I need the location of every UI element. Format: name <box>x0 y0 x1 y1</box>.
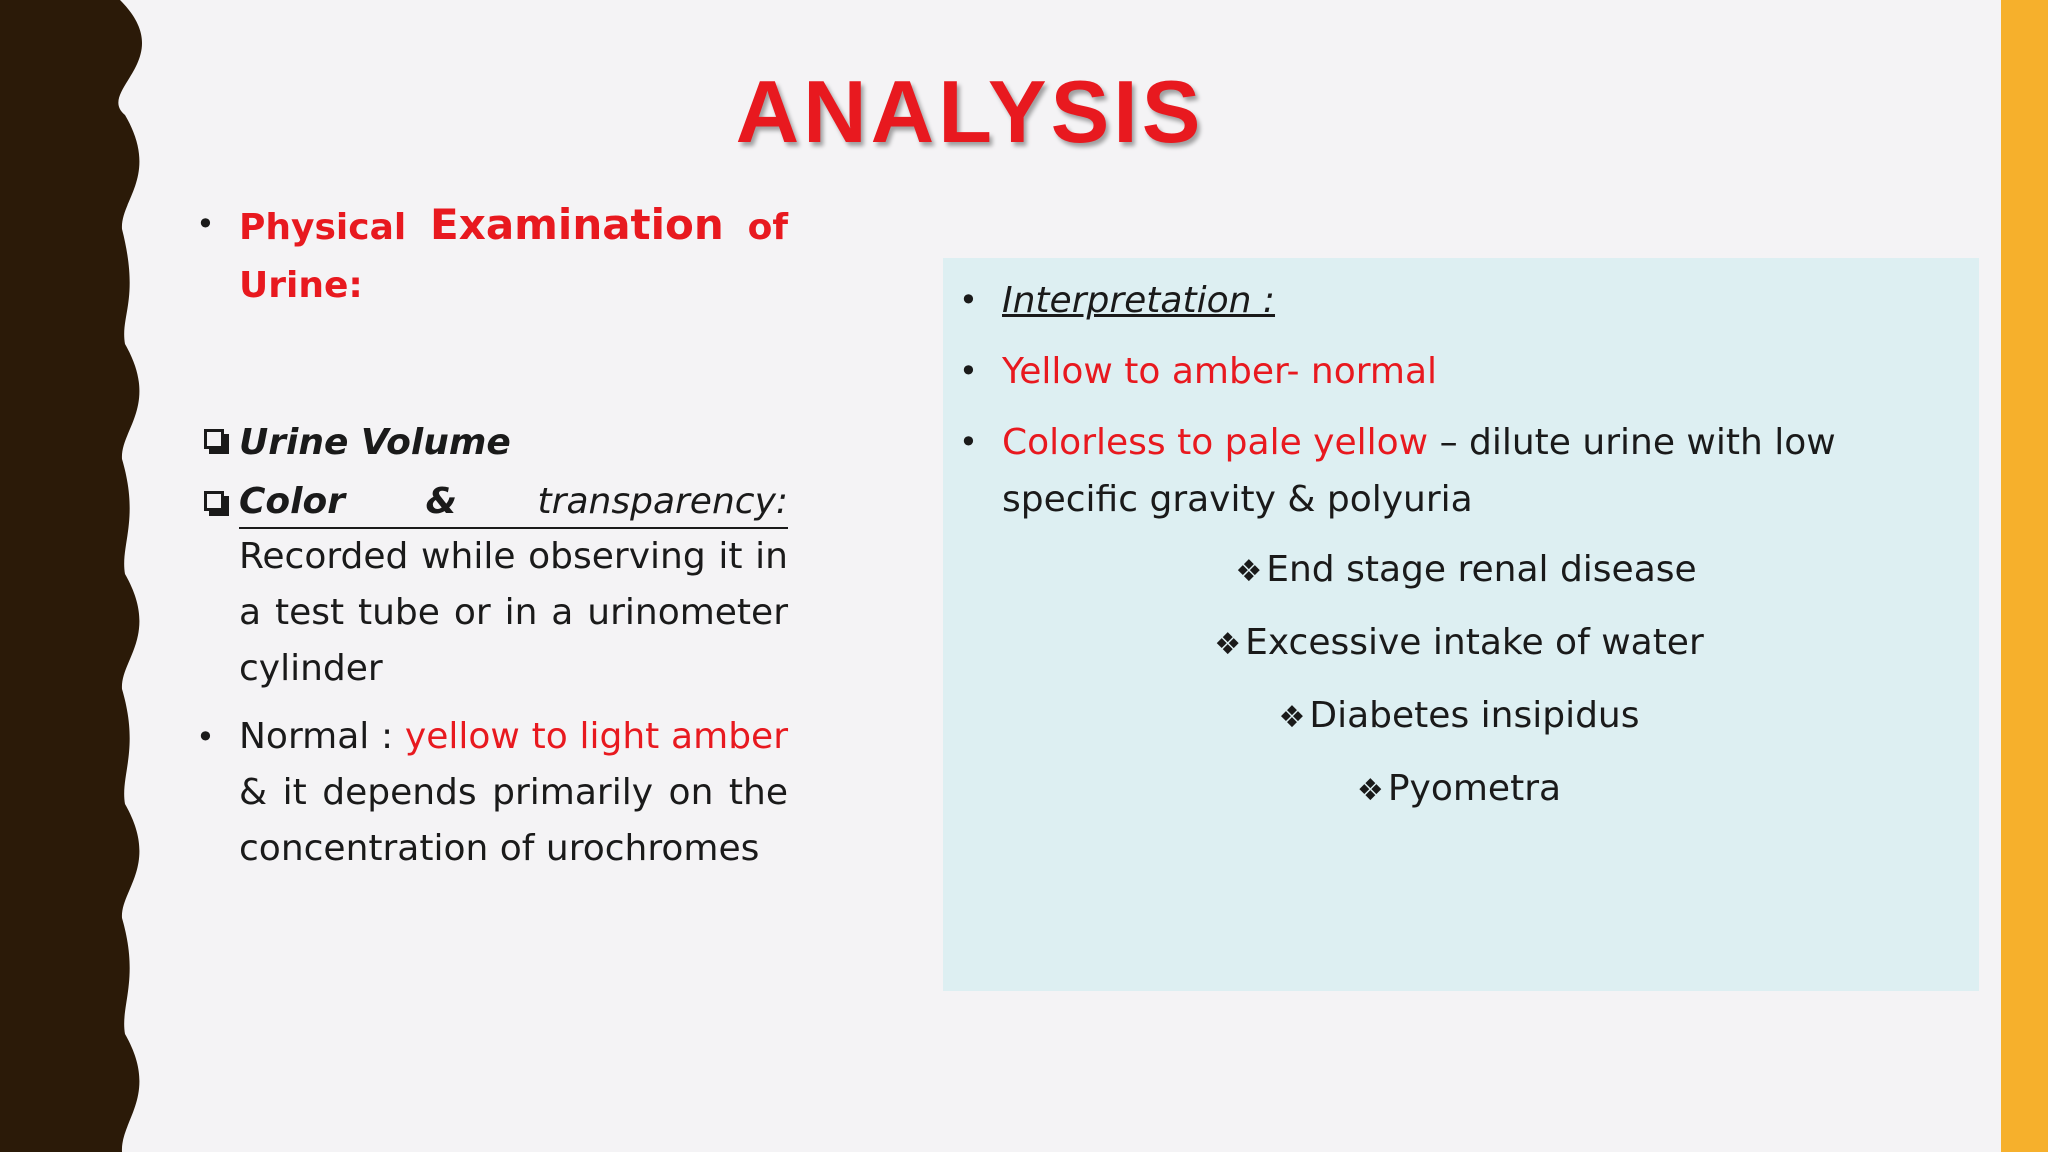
condition-text: End stage renal disease <box>1266 549 1697 590</box>
dilute-rest: – dilute urine with low specific gravity & polyuria <box>1002 422 1836 520</box>
heading-word-physical: Physical <box>239 207 407 248</box>
spacer <box>196 315 788 415</box>
normal-label: Normal : <box>239 716 394 757</box>
interpretation-panel <box>943 258 1979 991</box>
color-transparency-heading <box>239 477 788 529</box>
condition-text: Pyometra <box>1387 768 1562 809</box>
normal-interpretation-text: Yellow to amber- normal <box>1002 351 1438 392</box>
diamond-bullet-icon: ❖ <box>1356 773 1384 808</box>
conditions-list <box>959 534 1959 826</box>
interpretation-heading-item <box>959 272 1959 329</box>
interpretation-label: Interpretation : <box>1002 280 1276 321</box>
heading-word-urine: Urine: <box>239 265 363 306</box>
normal-value: yellow to light amber <box>404 716 788 757</box>
dilute-interpretation-item <box>959 414 1959 528</box>
diamond-bullet-icon: ❖ <box>1278 700 1306 735</box>
left-wavy-band <box>0 0 160 1152</box>
heading-text <box>239 196 788 315</box>
condition-text: Excessive intake of water <box>1245 622 1704 663</box>
physical-examination-heading <box>196 196 788 315</box>
dilute-interpretation-text <box>1002 414 1959 528</box>
ampersand-word: & <box>425 481 457 522</box>
diamond-bullet-icon: ❖ <box>1235 554 1263 589</box>
condition-item <box>959 753 1959 826</box>
checkbox-bullet-icon <box>204 429 224 449</box>
bullet-icon: • <box>959 352 978 390</box>
condition-item <box>959 534 1959 607</box>
condition-item <box>959 680 1959 753</box>
interpretation-content <box>959 264 1959 826</box>
bullet-icon: • <box>196 718 215 756</box>
left-column <box>196 196 788 877</box>
color-description: Recorded while observing it in a test tube or in a urinometer cylinder <box>239 536 788 689</box>
heading-word-examination: Examination <box>430 200 724 249</box>
diamond-bullet-icon: ❖ <box>1214 627 1242 662</box>
urine-volume-label: Urine Volume <box>239 422 511 463</box>
condition-item <box>959 607 1959 680</box>
normal-rest: & it depends primarily on the concentration of urochromes <box>239 772 788 869</box>
right-accent-band <box>2001 0 2048 1152</box>
normal-color-text <box>239 709 788 877</box>
color-transparency-item <box>196 477 788 697</box>
bullet-icon: • <box>196 205 215 243</box>
dilute-highlight: Colorless to pale yellow <box>1002 422 1429 463</box>
color-word: Color <box>239 481 345 522</box>
condition-text: Diabetes insipidus <box>1309 695 1640 736</box>
bullet-icon: • <box>959 281 978 319</box>
heading-word-of: of <box>747 207 788 248</box>
normal-color-item <box>196 709 788 877</box>
bullet-icon: • <box>959 423 978 461</box>
slide-title: ANALYSIS <box>735 62 1205 161</box>
transparency-word: transparency: <box>537 481 788 522</box>
urine-volume-item <box>196 415 788 471</box>
normal-interpretation-item <box>959 343 1959 400</box>
checkbox-bullet-icon <box>204 491 224 511</box>
